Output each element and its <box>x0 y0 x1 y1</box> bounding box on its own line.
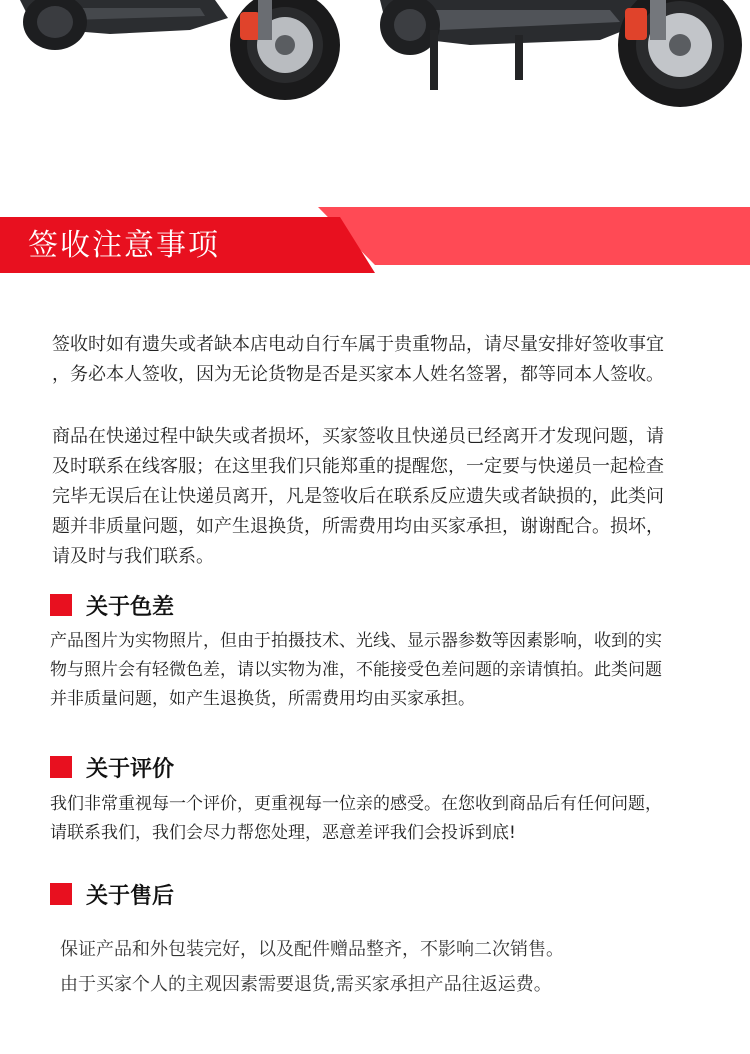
red-square-icon <box>50 756 72 778</box>
red-square-icon <box>50 883 72 905</box>
receipt-note-paragraph-1: 签收时如有遗失或者缺本店电动自行车属于贵重物品，请尽量安排好签收事宜 ，务必本人签收，因为无论货物是否是买家本人姓名签署，都等同本人签收。 <box>52 334 664 385</box>
section-text-color-difference: 产品图片为实物照片，但由于拍摄技术、光线、显示器参数等因素影响，收到的实 物与照片会有轻微色差，请以实物为准，不能接受色差问题的亲请慎拍。此类问题 并非质量问题，如产生退换货，所需费用均由买家承担。 <box>50 631 662 709</box>
receipt-note-paragraph-2: 商品在快递过程中缺失或者损坏，买家签收且快递员已经离开才发现问题，请 及时联系在线客服；在这里我们只能郑重的提醒您，一定要与快递员一起检查 完毕无误后在让快递员离开，凡是签收后在联系反应遗失或者缺损的，此类问 题并非质量问题，如产生退换货，所需费用均由买家承担，谢谢配合。损坏， 请及时与我们联系。 <box>52 426 664 567</box>
section-heading-reviews <box>50 752 174 782</box>
banner-title: 签收注意事项 <box>28 228 220 263</box>
section-heading-after-sales <box>50 879 174 909</box>
product-photo-strip <box>0 0 750 130</box>
section-heading-label: 关于评价 <box>86 756 175 782</box>
section-heading-label: 关于售后 <box>86 883 175 909</box>
section-heading-color-difference <box>50 590 174 620</box>
section-text-reviews: 我们非常重视每一个评价，更重视每一位亲的感受。在您收到商品后有任何问题， 请联系我们，我们会尽力帮您处理，恶意差评我们会投诉到底! <box>50 794 662 843</box>
section-text-after-sales: 保证产品和外包装完好，以及配件赠品整齐，不影响二次销售。 由于买家个人的主观因素需要退货,需买家承担产品往返运费。 <box>60 939 564 995</box>
section-heading-label: 关于色差 <box>86 594 175 620</box>
scooter-wheels-image <box>0 0 750 130</box>
red-square-icon <box>50 594 72 616</box>
